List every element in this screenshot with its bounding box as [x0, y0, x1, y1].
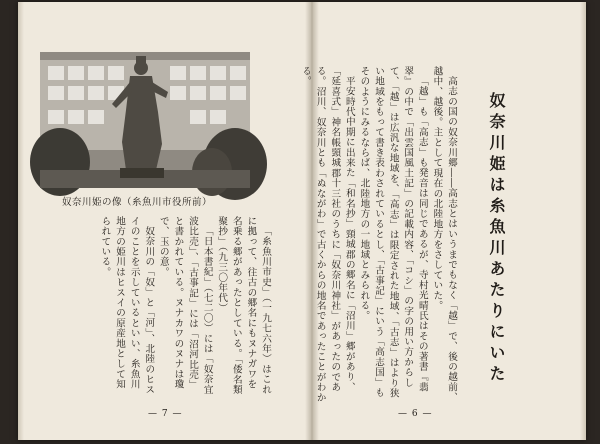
left-paragraph: 「糸魚川市史」（一九七六年）はこれに拠って、往古の郷名にもヌナガワを名乗る郷があったとしている。「倭名類聚抄」（九三〇年代）: [216, 216, 271, 395]
statue-photo-drawing: [40, 52, 250, 188]
left-page-edge: [18, 2, 24, 440]
right-page-body: [300, 66, 458, 406]
left-paragraph: 「日本書紀」（七二〇）には「奴奈宜波比売」、「古事記」には「沼河比売」と書かれている。ヌナカワのヌナは瓊で、玉の意。: [157, 216, 213, 395]
right-paragraph: 平安時代中期に出来た「和名抄」頸城郡の郷名に「沼川」郷があり、「延喜式」神名帳頸城郡十三社のうちに「奴奈川神社」があったのである。沼川、奴奈川とも「ぬながわ」で古くからの地名であったことがわかる。: [300, 66, 355, 403]
chapter-heading: 奴奈川姫は糸魚川あたりにいた: [487, 92, 506, 386]
photo-caption: 奴奈川姫の像（糸魚川市役所前）: [62, 197, 213, 208]
page-number-right: — 6 —: [398, 409, 433, 419]
right-paragraph: 高志の国の奴奈川郷――高志とはいうまでもなく「越」で、後の越前、越中、越後。主として現在の北陸地方をさしていた。: [431, 66, 457, 402]
right-page-edge: [580, 2, 586, 440]
left-paragraph: 奴奈川の「奴」と「河」、北陸のヒスイのことを示しているといい、糸魚川地方の姫川はヒスイの原産地として知られている。: [99, 216, 155, 395]
page-number-left: — 7 —: [148, 409, 183, 419]
right-paragraph: 「越」も「高志」も発音は同じであるが、寺村光晴氏はその著書『翡翠』の中で「出雲国風土記」の記載内容、「コシ」の字の用い方からして、「越」は広汎な地域を、「高志」は限定された地域、「古志」はより狭い地域をもって書き表わされているとし、「古事記」にいう「高志国」もそのようにみるならば、北陸地方の一地域とみられる。: [358, 66, 428, 399]
statue-photo: [40, 52, 250, 188]
left-page-body: [52, 216, 272, 396]
